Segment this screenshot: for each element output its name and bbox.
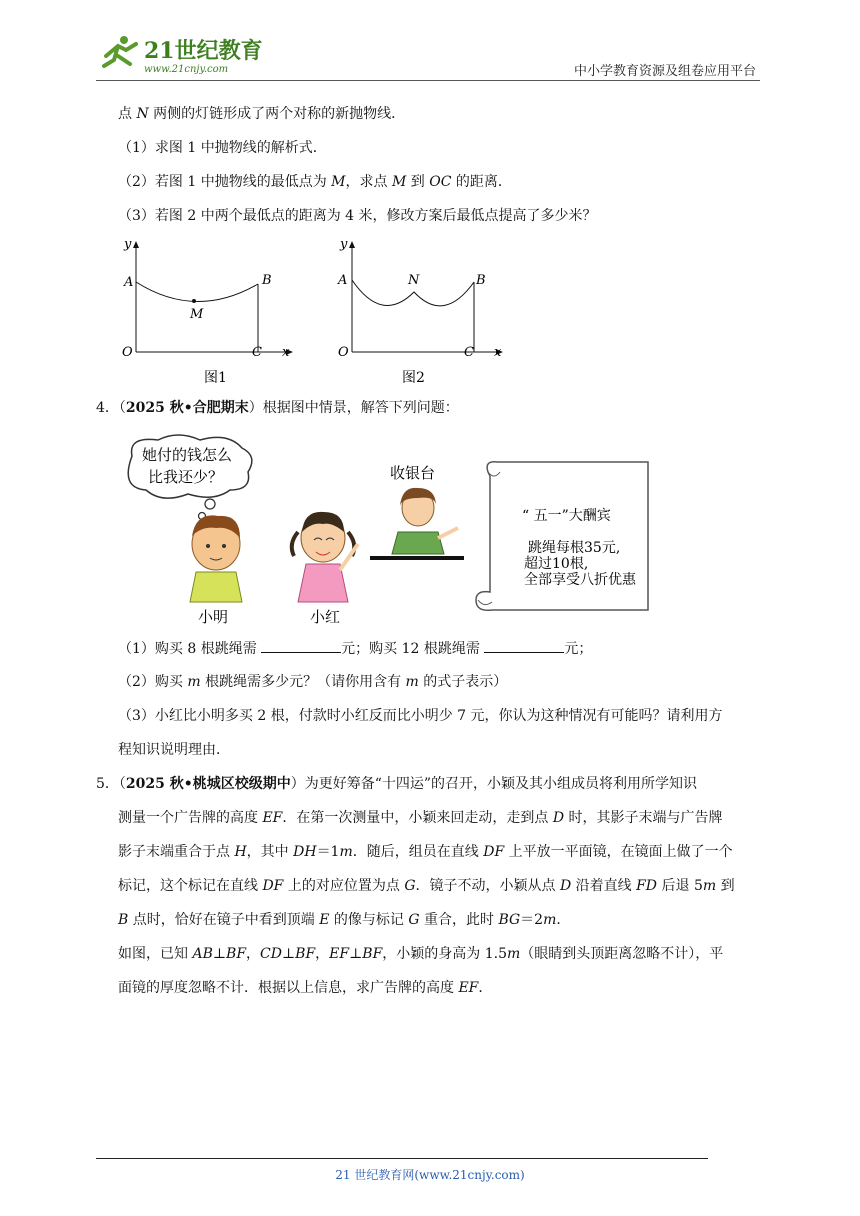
svg-text:图2: 图2 xyxy=(402,370,425,386)
svg-text:图1: 图1 xyxy=(204,370,227,386)
answer-blank-2[interactable] xyxy=(484,638,564,653)
q3-line0: 点 N 两侧的灯链形成了两个对称的新抛物线． xyxy=(118,106,406,122)
q4-part3-a: （3）小红比小明多买 2 根，付款时小红反而比小明少 7 元，你认为这种情况有可能吗？请利用方 xyxy=(118,708,723,724)
q5-line3: 影子末端重合于点 H，其中 DH＝1m．随后，组员在直线 DF 上平放一平面镜，在镜面上做了一个 xyxy=(118,844,733,860)
q4-illustration xyxy=(118,432,658,632)
header-divider xyxy=(96,80,760,81)
figure-2 xyxy=(330,234,520,390)
svg-text:她付的钱怎么: 她付的钱怎么 xyxy=(142,446,233,464)
svg-text:x: x xyxy=(282,345,290,360)
svg-text:N: N xyxy=(408,273,420,288)
svg-text:跳绳每根35元,: 跳绳每根35元, xyxy=(528,540,621,556)
q3-part2: （2）若图 1 中抛物线的最低点为 M，求点 M 到 OC 的距离． xyxy=(118,174,512,190)
svg-text:超过10根,: 超过10根, xyxy=(524,556,589,572)
svg-text:全部享受八折优惠: 全部享受八折优惠 xyxy=(524,572,636,588)
q5-line4: 标记，这个标记在直线 DF 上的对应位置为点 G．镜子不动，小颖从点 D 沿着直线 FD 后退 5m 到 xyxy=(118,878,735,894)
thought-bubble xyxy=(128,435,252,520)
svg-text:O: O xyxy=(122,345,133,360)
answer-blank-1[interactable] xyxy=(261,638,341,653)
svg-text:“ 五一”大酬宾: “ 五一”大酬宾 xyxy=(522,508,611,524)
sale-notice-scroll xyxy=(476,462,648,611)
svg-text:小红: 小红 xyxy=(310,608,341,626)
q5-line6: 如图，已知 AB⊥BF，CD⊥BF，EF⊥BF，小颖的身高为 1.5m（眼睛到头顶距离忽略不计），平 xyxy=(118,946,724,962)
svg-text:B: B xyxy=(262,273,272,288)
svg-text:y: y xyxy=(124,237,132,252)
q5-line1: 5．（2025 秋•桃城区校级期中）为更好筹备“十四运”的召开，小颖及其小组成员将利用所学知识 xyxy=(96,776,698,792)
footer-divider xyxy=(96,1158,708,1159)
platform-name: 中小学教育资源及组卷应用平台 xyxy=(573,64,756,79)
svg-text:y: y xyxy=(340,237,348,252)
svg-text:B: B xyxy=(476,273,486,288)
svg-text:C: C xyxy=(252,345,262,360)
q5-line7: 面镜的厚度忽略不计．根据以上信息，求广告牌的高度 EF． xyxy=(118,980,493,996)
footer-link[interactable]: 21 世纪教育网(www.21cnjy.com) xyxy=(335,1168,525,1182)
q4-stem: 4．（2025 秋•合肥期末）根据图中情景，解答下列问题： xyxy=(96,400,459,416)
q3-part3: （3）若图 2 中两个最低点的距离为 4 米，修改方案后最低点提高了多少米？ xyxy=(118,208,597,224)
logo-text: 21世纪教育 xyxy=(144,38,263,64)
svg-text:A: A xyxy=(338,273,348,288)
q4-part3-b: 程知识说明理由． xyxy=(118,742,230,758)
svg-text:小明: 小明 xyxy=(198,608,229,626)
q5-line2: 测量一个广告牌的高度 EF．在第一次测量中，小颖来回走动，走到点 D 时，其影子末端与广告牌 xyxy=(118,810,723,826)
q4-part1: （1）购买 8 根跳绳需 元；购买 12 根跳绳需 元； xyxy=(118,638,592,659)
svg-text:A: A xyxy=(124,275,134,290)
svg-text:比我还少？: 比我还少？ xyxy=(148,468,224,486)
boy-figure xyxy=(190,515,242,626)
logo-url: www.21cnjy.com xyxy=(144,64,229,75)
q4-part2: （2）购买 m 根跳绳需多少元？（请你用含有 m 的式子表示） xyxy=(118,674,508,690)
runner-icon xyxy=(104,36,136,66)
svg-text:O: O xyxy=(338,345,349,360)
site-logo xyxy=(96,30,266,78)
svg-text:x: x xyxy=(494,345,502,360)
svg-text:M: M xyxy=(190,307,204,322)
svg-text:C: C xyxy=(464,345,474,360)
figure-1 xyxy=(110,234,300,390)
parabola-1 xyxy=(136,282,258,302)
svg-text:收银台: 收银台 xyxy=(390,464,436,482)
girl-figure xyxy=(292,512,358,626)
cashier-figure xyxy=(370,464,464,558)
q3-part1: （1）求图 1 中抛物线的解析式． xyxy=(118,140,327,156)
q5-line5: B 点时，恰好在镜子中看到顶端 E 的像与标记 G 重合，此时 BG＝2m． xyxy=(118,912,571,928)
